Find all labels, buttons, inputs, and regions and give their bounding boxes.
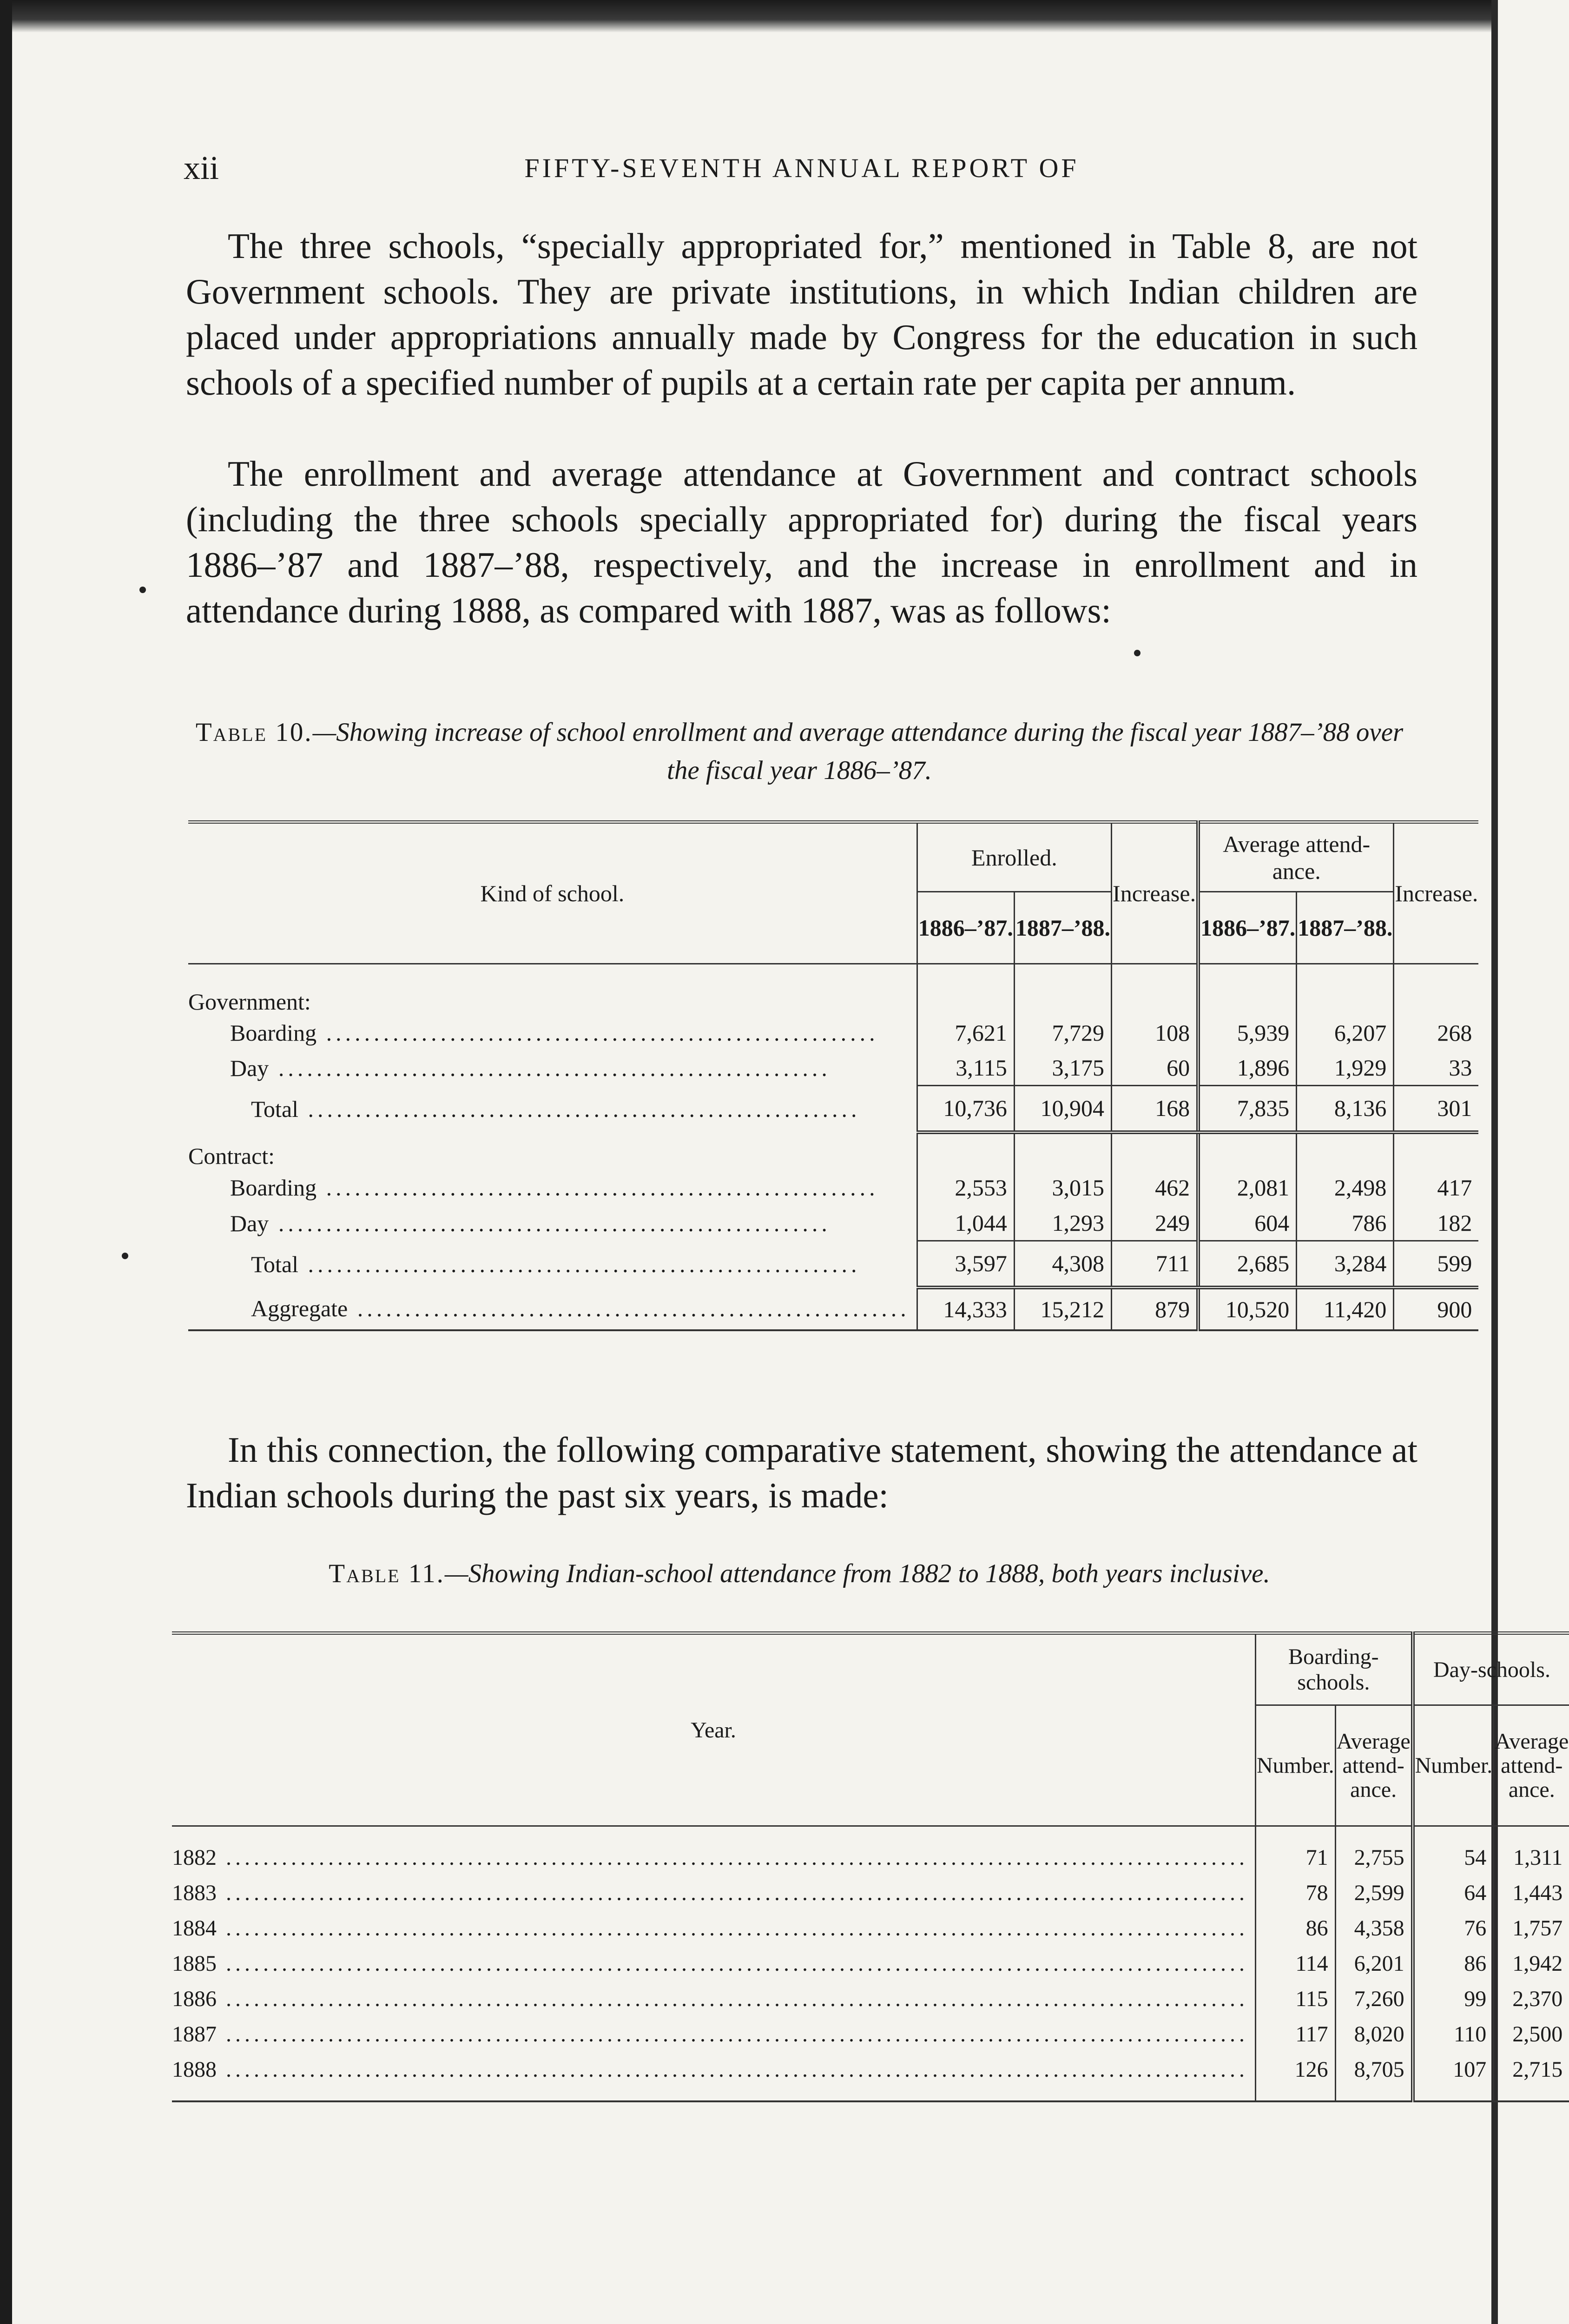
cell: 3,175 [1014, 1050, 1111, 1086]
cell: 5,939 [1198, 1015, 1297, 1050]
cell: 10,904 [1014, 1086, 1111, 1132]
cell: 604 [1198, 1206, 1297, 1241]
cell: 3,597 [917, 1241, 1014, 1287]
row-year: 1886 [172, 1987, 217, 2011]
cell: 4,358 [1335, 1911, 1413, 1946]
cell: 8,136 [1297, 1086, 1394, 1132]
table-row [172, 1840, 1569, 1875]
cell: 7,835 [1198, 1086, 1297, 1132]
cell: 14,333 [917, 1287, 1014, 1330]
cell: 182 [1394, 1206, 1479, 1241]
cell: 15,212 [1014, 1287, 1111, 1330]
header-enrolled-1887: 1887–’88. [1014, 892, 1111, 964]
year-cell: 1887 .............................................................................................................. [172, 2022, 1248, 2047]
header-boarding-number: Number. [1256, 1705, 1336, 1826]
cell: 1,896 [1198, 1050, 1297, 1086]
table-row: Boarding .......................................................... 7,621 7,729 108 5,939 6,207 268 [188, 1015, 1478, 1050]
header-day-schools: Day-schools. [1413, 1633, 1569, 1705]
table-row: Day .......................................................... 1,044 1,293 249 604 786 182 [188, 1206, 1478, 1241]
cell: 301 [1394, 1086, 1479, 1132]
cell: 1,443 [1494, 1875, 1569, 1911]
row-year: 1883 [172, 1881, 217, 1905]
running-title: FIFTY-SEVENTH ANNUAL REPORT OF [524, 153, 1079, 183]
page-number: xii [184, 149, 219, 186]
table-row [172, 1981, 1569, 2017]
cell: 1,757 [1494, 1911, 1569, 1946]
table10-caption [177, 713, 1422, 790]
table10-caption-text: —Showing increase of school enrollment and average attendance during the fiscal year 1887–’88 over the fiscal year 1886–’87. [312, 718, 1404, 785]
row-year: 1884 [172, 1916, 217, 1941]
cell: 1,929 [1297, 1050, 1394, 1086]
cell: 2,498 [1297, 1169, 1394, 1206]
row-label: Day [230, 1210, 269, 1236]
header-day-number: Number. [1413, 1705, 1494, 1826]
cell: 33 [1394, 1050, 1479, 1086]
row-label: Boarding [230, 1019, 317, 1046]
header-kind-of-school: Kind of school. [188, 822, 917, 964]
table10-caption-label: Table 10. [195, 718, 313, 747]
table11-caption-label: Table 11. [329, 1559, 445, 1588]
cell: 1,311 [1494, 1840, 1569, 1875]
header-day-average: Average attend- ance. [1494, 1705, 1569, 1826]
paragraph-enrollment: The enrollment and average attendance at Government and contract schools (including the three schools specially appropriated for) during the fiscal years 1886–’87 and 1887–’88, respectively, and the increase in enrollment and in attendance during 1888, as compared with 1887, was as follows: [186, 454, 1417, 630]
row-year: 1888 [172, 2057, 217, 2082]
year-cell: 1885 .............................................................................................................. [172, 1951, 1248, 1976]
cell: 64 [1413, 1875, 1494, 1911]
cell: 86 [1413, 1946, 1494, 1981]
cell: 108 [1112, 1015, 1199, 1050]
cell: 2,500 [1494, 2017, 1569, 2052]
table-row: Total .......................................................... 10,736 10,904 168 7,835 8,136 301 [188, 1086, 1478, 1132]
cell: 6,207 [1297, 1015, 1394, 1050]
table11-caption [177, 1555, 1422, 1593]
table11 [172, 1631, 1569, 2102]
cell: 11,420 [1297, 1287, 1394, 1330]
cell: 10,520 [1198, 1287, 1297, 1330]
header-increase-enrollment: Increase. [1112, 822, 1199, 964]
cell: 462 [1112, 1169, 1199, 1206]
row-label: Total [251, 1096, 299, 1122]
cell: 110 [1413, 2017, 1494, 2052]
cell: 7,260 [1335, 1981, 1413, 2017]
cell: 268 [1394, 1015, 1479, 1050]
cell: 54 [1413, 1840, 1494, 1875]
cell: 3,015 [1014, 1169, 1111, 1206]
year-cell: 1882 .............................................................................................................. [172, 1845, 1248, 1870]
cell: 7,729 [1014, 1015, 1111, 1050]
cell: 786 [1297, 1206, 1394, 1241]
row-year: 1885 [172, 1951, 217, 1976]
cell: 900 [1394, 1287, 1479, 1330]
cell: 879 [1112, 1287, 1199, 1330]
cell: 249 [1112, 1206, 1199, 1241]
page-header [184, 149, 1420, 191]
header-enrolled-1886: 1886–’87. [917, 892, 1014, 964]
scan-top-border [0, 0, 1498, 33]
cell: 8,705 [1335, 2052, 1413, 2087]
table-row: Day .......................................................... 3,115 3,175 60 1,896 1,929 33 [188, 1050, 1478, 1086]
year-cell: 1884 .............................................................................................................. [172, 1916, 1248, 1941]
paragraph-contract-schools: The three schools, “specially appropriated for,” mentioned in Table 8, are not Government schools. They are private institutions, in which Indian children are placed under appropriations annually made by Congress for the education in such schools of a specified number of pupils at a certain rate per capita per annum. [186, 226, 1417, 403]
cell: 417 [1394, 1169, 1479, 1206]
row-label: Total [251, 1251, 299, 1277]
header-attendance-1886: 1886–’87. [1198, 892, 1297, 964]
cell: 3,115 [917, 1050, 1014, 1086]
cell: 2,715 [1494, 2052, 1569, 2087]
row-year: 1882 [172, 1845, 217, 1870]
table-row [172, 2017, 1569, 2052]
year-cell: 1888 .............................................................................................................. [172, 2057, 1248, 2082]
cell: 4,308 [1014, 1241, 1111, 1287]
header-enrolled: Enrolled. [917, 822, 1111, 892]
cell: 10,736 [917, 1086, 1014, 1132]
table10 [188, 820, 1478, 1331]
table-row [172, 2052, 1569, 2087]
header-average-attendance: Average attend- ance. [1198, 822, 1394, 892]
section-contract: Contract: [188, 1142, 275, 1169]
paragraph-comparative-statement: In this connection, the following comparative statement, showing the attendance at Indian schools during the past six years, is made: [186, 1430, 1417, 1515]
scan-speck [139, 587, 146, 593]
table-row-aggregate: Aggregate .......................................................... 14,333 15,212 879 10,520 11,420 900 [188, 1287, 1478, 1330]
table-row [172, 1946, 1569, 1981]
section-government: Government: [188, 988, 311, 1015]
cell: 2,685 [1198, 1241, 1297, 1287]
cell: 71 [1256, 1840, 1336, 1875]
table-row: Total .......................................................... 3,597 4,308 711 2,685 3,284 599 [188, 1241, 1478, 1287]
cell: 711 [1112, 1241, 1199, 1287]
cell: 107 [1413, 2052, 1494, 2087]
table11-caption-text: —Showing Indian-school attendance from 1882 to 1888, both years inclusive. [444, 1559, 1270, 1588]
cell: 2,081 [1198, 1169, 1297, 1206]
cell: 3,284 [1297, 1241, 1394, 1287]
cell: 1,044 [917, 1206, 1014, 1241]
scan-speck [122, 1253, 128, 1259]
scan-speck [1134, 650, 1140, 656]
header-boarding-schools: Boarding-schools. [1256, 1633, 1413, 1705]
cell: 1,942 [1494, 1946, 1569, 1981]
cell: 6,201 [1335, 1946, 1413, 1981]
scan-left-border [0, 0, 12, 2324]
row-year: 1887 [172, 2022, 217, 2047]
cell: 2,599 [1335, 1875, 1413, 1911]
cell: 1,293 [1014, 1206, 1111, 1241]
header-boarding-average: Average attend- ance. [1335, 1705, 1413, 1826]
cell: 126 [1256, 2052, 1336, 2087]
cell: 86 [1256, 1911, 1336, 1946]
header-increase-attendance: Increase. [1394, 822, 1479, 964]
year-cell: 1883 .............................................................................................................. [172, 1881, 1248, 1905]
year-cell: 1886 .............................................................................................................. [172, 1987, 1248, 2011]
cell: 7,621 [917, 1015, 1014, 1050]
header-attendance-1887: 1887–’88. [1297, 892, 1394, 964]
header-year: Year. [172, 1633, 1256, 1826]
cell: 2,370 [1494, 1981, 1569, 2017]
row-label: Day [230, 1055, 269, 1081]
table-row [172, 1911, 1569, 1946]
cell: 117 [1256, 2017, 1336, 2052]
cell: 115 [1256, 1981, 1336, 2017]
cell: 168 [1112, 1086, 1199, 1132]
cell: 8,020 [1335, 2017, 1413, 2052]
cell: 114 [1256, 1946, 1336, 1981]
cell: 76 [1413, 1911, 1494, 1946]
table-row [172, 1875, 1569, 1911]
cell: 2,755 [1335, 1840, 1413, 1875]
cell: 78 [1256, 1875, 1336, 1911]
cell: 60 [1112, 1050, 1199, 1086]
row-label: Aggregate [251, 1295, 348, 1321]
cell: 599 [1394, 1241, 1479, 1287]
row-label: Boarding [230, 1174, 317, 1201]
cell: 99 [1413, 1981, 1494, 2017]
cell: 2,553 [917, 1169, 1014, 1206]
table-row: Boarding .......................................................... 2,553 3,015 462 2,081 2,498 417 [188, 1169, 1478, 1206]
